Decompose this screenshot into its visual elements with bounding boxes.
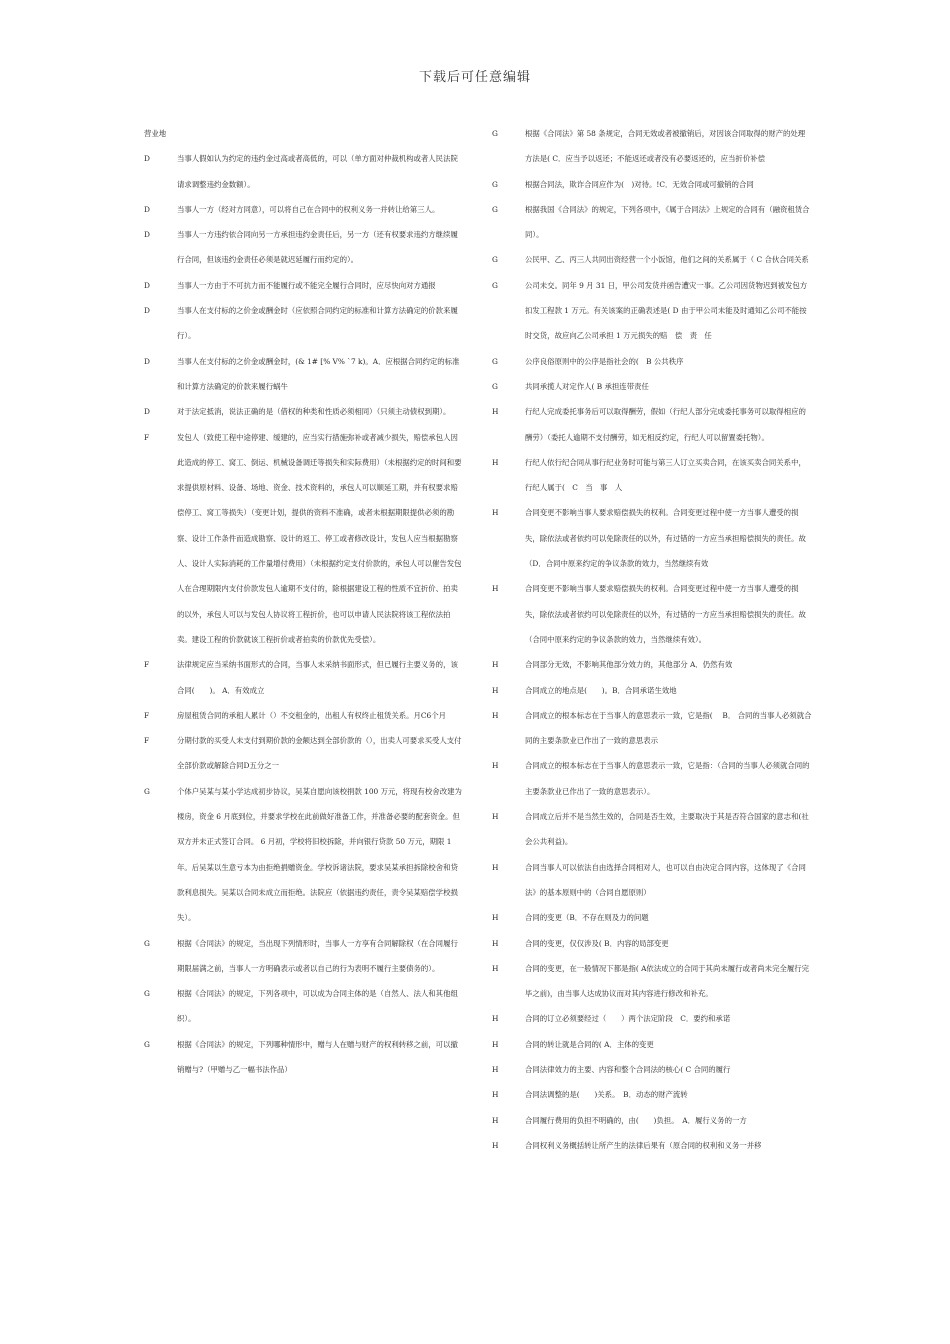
- entry-text: 当事人假如认为约定的违约金过高或者高低的，可以（单方面对仲裁机构或者人民法院请求调整违约金数额）。: [177, 154, 458, 189]
- index-letter: D: [144, 356, 150, 366]
- question-entry: [492, 450, 812, 501]
- question-entry: [492, 652, 812, 677]
- question-entry: [492, 247, 812, 272]
- entry-text: 根据《合同法》第 58 条规定，合同无效或者被撤销后，对因该合同取得的财产的处理方法是( C．应当予以返还；不能返还或者没有必要返还的，应当折价补偿: [525, 129, 806, 164]
- question-entry: [492, 905, 812, 930]
- index-letter: H: [492, 1140, 499, 1150]
- question-entry: [492, 1133, 812, 1158]
- index-letter: H: [492, 812, 499, 822]
- index-letter: D: [144, 280, 150, 290]
- index-letter: H: [492, 1039, 499, 1049]
- index-letter: G: [144, 989, 150, 999]
- index-letter: H: [492, 660, 499, 670]
- entry-text: 当事人一方（经对方同意），可以将自己在合同中的权利义务一并转让给第三人。: [177, 204, 440, 214]
- entry-text: 合同的变更（B．不存在则及力的问题: [525, 913, 649, 923]
- index-letter: H: [492, 1090, 499, 1100]
- entry-text: 合同的订立必须要经过（ ）两个法定阶段 C．要约和承诺: [525, 1014, 731, 1024]
- question-entry: [144, 425, 464, 653]
- index-letter: H: [492, 938, 499, 948]
- question-entry: [492, 703, 812, 754]
- question-entry: [144, 197, 464, 222]
- question-entry: [144, 703, 464, 728]
- entry-text: 营业地: [144, 129, 167, 138]
- entry-text: 根据《合同法》的规定，当出现下列情形时，当事人一方享有合同解除权（在合同履行期限届满之前，当事人一方明确表示或者以自己的行为表明不履行主要债务的）。: [177, 938, 458, 973]
- question-entry: [492, 349, 812, 374]
- entry-text: 合同法律效力的主要、内容和整个合同法的核心( C 合同的履行: [525, 1064, 731, 1074]
- entry-text: 发包人（致使工程中途停建、缓建的，应当实行措施弥补或者减少损失，赔偿承包人因此造成的停工、窝工、倒运、机械设备调迁等损失和实际费用）（未根据约定的时间和要求提供原材料、设备、场地、资金、技术资料的，承包人可以顺延工期，并有权要求赔偿停工、窝工等损失）（变更计划，提供的资料不准确，或者未根据期限提供必须的勘察、设计工作条件而造成勘察、设计的返工、停工或者修改设计，发包人应当根据勘察人、设计人实际消耗的工作量增付费用）（未根据约定支付价款的，承包人可以催告发包人在合理期限内支付价款发包人逾期不支付的，除根据建设工程的性质不宜折价、拍卖的以外，承包人可以与发包人协议将工程折价，也可以申请人民法院将该工程依法拍卖。建设工程的价款就该工程折价或者拍卖的价款优先受偿）。: [177, 432, 462, 644]
- entry-text: 合同的转让就是合同的( A．主体的变更: [525, 1039, 654, 1049]
- index-letter: H: [492, 862, 499, 872]
- index-letter: G: [492, 129, 498, 138]
- entry-text: 合同成立的根本标志在于当事人的意思表示一致，它是指：（合同的当事人必须就合同的主要条款业已作出了一致的意思表示）。: [525, 761, 810, 796]
- question-entry: [144, 222, 464, 273]
- index-letter: H: [492, 913, 499, 923]
- entry-text: 合同变更不影响当事人要求赔偿损失的权利。合同变更过程中使一方当事人遭受的损失，除依法或者依约可以免除责任的以外，有过错的一方应当承担赔偿损失的责任。故（D．合同中原来约定的争议条款的效力，当然继续有效: [525, 508, 806, 569]
- index-letter: H: [492, 1115, 499, 1125]
- entry-text: 公司未交。同年 9 月 31 日，甲公司发货并函告遭灾一事。乙公司因货物迟到被发包方扣发工程款 1 万元。有关该案的正确表述是( D 由于甲公司未能及时通知乙公司不能按时交货，故应向乙公司承担 1 万元损失的赔 偿 责 任: [525, 280, 808, 341]
- index-letter: D: [144, 230, 150, 240]
- index-letter: H: [492, 1064, 499, 1074]
- index-letter: G: [492, 179, 498, 189]
- left-column: [144, 121, 464, 1082]
- entry-text: 根据我国《合同法》的规定，下列各项中，《属于合同法》上规定的合同有（融资租赁合同）。: [525, 204, 810, 240]
- question-entry: [492, 1032, 812, 1057]
- right-column: [492, 121, 812, 1158]
- entry-text: 合同部分无效，不影响其他部分效力的，其他部分 A．仍然有效: [525, 660, 733, 670]
- index-letter: H: [492, 685, 499, 695]
- index-letter: F: [144, 432, 150, 442]
- index-letter: H: [492, 710, 499, 720]
- index-letter: D: [144, 407, 150, 417]
- index-letter: D: [144, 204, 150, 214]
- entry-text: 合同成立后并不是当然生效的，合同是否生效，主要取决于其是否符合国家的意志和(社会公共利益)。: [525, 812, 809, 847]
- question-entry: [492, 374, 812, 399]
- entry-text: 根据合同法，欺诈合同应作为( )对待。!C．无效合同或可撤销的合同: [525, 179, 754, 189]
- index-letter: D: [144, 154, 150, 164]
- entry-text: 合同当事人可以依法自由选择合同相对人，也可以自由决定合同内容，这体现了《合同法》的基本原则中的（合同自愿原则）: [525, 862, 806, 897]
- question-entry: [144, 349, 464, 400]
- question-entry: [492, 121, 812, 172]
- index-letter: F: [144, 660, 150, 670]
- entry-text: 合同成立的根本标志在于当事人的意思表示一致，它是指( B． 合同的当事人必须就合同的主要条款业已作出了一致的意思表示: [525, 710, 812, 746]
- question-entry: [492, 399, 812, 450]
- index-letter: G: [492, 204, 498, 214]
- question-entry: [492, 172, 812, 197]
- question-entry: [144, 1032, 464, 1083]
- page-title: 下载后可任意编辑: [418, 70, 531, 85]
- question-entry: [144, 728, 464, 779]
- question-entry: [492, 753, 812, 804]
- question-entry: [492, 1108, 812, 1133]
- question-entry: [492, 500, 812, 576]
- question-entry: [492, 197, 812, 248]
- entry-text: 合同的变更，仅仅涉及( B．内容的局部变更: [525, 938, 669, 948]
- entry-text: 公序良俗原则中的公序是指社会的( B 公共秩序: [525, 356, 684, 366]
- entry-text: 共同承揽人对定作人( B 承担连带责任: [525, 381, 649, 391]
- index-letter: G: [144, 786, 150, 796]
- entry-text: 分期付款的买受人未支付到期价款的金额达到全部价款的（），出卖人可要求买受人支付全部价款或解除合同D五分之一: [177, 736, 462, 771]
- index-letter: F: [144, 710, 150, 720]
- index-letter: G: [492, 280, 498, 290]
- index-letter: G: [144, 938, 150, 948]
- entry-text: 行纪人依行纪合同从事行纪业务时可能与第三人订立买卖合同，在该买卖合同关系中，行纪人属于( C 当 事 人: [525, 457, 806, 493]
- entry-text: 合同变更不影响当事人要求赔偿损失的权利。合同变更过程中使一方当事人遭受的损失，除依法或者依约可以免除责任的以外，有过错的一方应当承担赔偿损失的责任。故（合同中原来约定的争议条款的效力，当然继续有效）。: [525, 584, 806, 644]
- question-entry: [144, 652, 464, 703]
- entry-text: 合同权利义务概括转让所产生的法律后果有（原合同的权利和义务一并移: [525, 1140, 762, 1150]
- entry-text: 房屋租赁合同的承租人累计（）不交租金的，出租人有权终止租赁关系。月C6个月: [177, 710, 447, 720]
- entry-text: 合同的变更，在一般情况下都是指( A依法成立的合同于其尚未履行或者尚未完全履行完毕之前)，由当事人达成协议而对其内容进行修改和补充。: [525, 963, 810, 999]
- question-entry: [492, 273, 812, 349]
- question-entry: [144, 146, 464, 197]
- entry-text: 根据《合同法》的规定，下列各项中，可以成为合同主体的是（自然人、法人和其他组织）。: [177, 989, 458, 1024]
- index-letter: H: [492, 963, 499, 973]
- question-entry: [492, 931, 812, 956]
- question-entry: [492, 678, 812, 703]
- index-letter: H: [492, 508, 499, 518]
- index-letter: G: [492, 381, 498, 391]
- entry-text: 合同履行费用的负担不明确的，由( )负担。 A．履行义务的一方: [525, 1115, 747, 1125]
- entry-text: 合同成立的地点是( )。B．合同承诺生效地: [525, 685, 677, 695]
- entry-text: 对于法定抵消，说法正确的是（借权的种类和性质必须相同）（只须主动债权到期）。: [177, 407, 451, 417]
- entry-text: 当事人在支付标的之价金或酬金时，(& 1# [% V% `7 k)。A．应根据合同约定的标准和计算方法确定的价款来履行蜗牛: [177, 356, 460, 391]
- index-letter: H: [492, 584, 499, 594]
- question-entry: [492, 956, 812, 1007]
- index-letter: D: [144, 306, 150, 316]
- question-entry: [144, 779, 464, 931]
- question-entry: [492, 855, 812, 906]
- entry-text: 当事人在支付标的之价金或酬金时（应依照合同约定的标准和计算方法确定的价款来履行）。: [177, 306, 458, 341]
- entry-text: 个体户吴某与某小学达成初步协议，吴某自愿向该校捐款 100 万元，将现有校舍改建为楼房，资金 6 月底到位，并要求学校在此前做好准备工作，并准备必要的配套资金。但双方并未正式签订合同。 6 月初，学校将旧校拆除，并向银行贷款 50 万元，期限 1 年。后吴某以生意亏本为由拒绝捐赠资金。学校诉诸法院，要求吴某承担拆除校舍和贷款利息损失。吴某以合同未成立而拒绝。法院应（依据违约责任，责令吴某赔偿学校损失）。: [177, 786, 462, 923]
- question-entry: [492, 576, 812, 652]
- entry-text: 合同法调整的是( )关系。 B．动态的财产流转: [525, 1090, 688, 1100]
- index-letter: H: [492, 407, 499, 417]
- question-entry: [144, 121, 464, 146]
- entry-text: 公民甲、乙、丙三人共同出资经营一个小饭馆，他们之间的关系属于（ C 合伙合同关系: [525, 255, 809, 265]
- question-entry: [492, 1082, 812, 1107]
- entry-text: 法律规定应当采纳书面形式的合同，当事人未采纳书面形式，但已履行主要义务的，该合同( )。 A．有效成立: [177, 660, 458, 695]
- index-letter: G: [492, 356, 498, 366]
- entry-text: 当事人一方违约依合同向另一方承担违约金责任后，另一方（还有权要求违约方继续履行合同，但该违约金责任必须是就迟延履行而约定的）。: [177, 230, 458, 265]
- index-letter: G: [144, 1039, 150, 1049]
- index-letter: F: [144, 736, 150, 746]
- question-entry: [144, 931, 464, 982]
- index-letter: H: [492, 1014, 499, 1024]
- question-entry: [144, 273, 464, 298]
- question-entry: [492, 1057, 812, 1082]
- entry-text: 行纪人完成委托事务后可以取得酬劳，假如（行纪人部分完成委托事务可以取得相应的酬劳）（委托人逾期不支付酬劳，如无相反约定，行纪人可以留置委托物）。: [525, 407, 806, 442]
- index-letter: G: [492, 255, 498, 265]
- question-entry: [144, 399, 464, 424]
- entry-text: 当事人一方由于不可抗力而不能履行或不能完全履行合同时，应尽快向对方通报: [177, 280, 436, 290]
- index-letter: H: [492, 457, 499, 467]
- question-entry: [144, 298, 464, 349]
- question-entry: [144, 981, 464, 1032]
- question-entry: [492, 804, 812, 855]
- question-entry: [492, 1006, 812, 1031]
- entry-text: 根据《合同法》的规定，下列哪种情形中，赠与人在赠与财产的权利转移之前，可以撤销赠与?（甲赠与乙一幅书法作品）: [177, 1039, 458, 1074]
- index-letter: H: [492, 761, 499, 771]
